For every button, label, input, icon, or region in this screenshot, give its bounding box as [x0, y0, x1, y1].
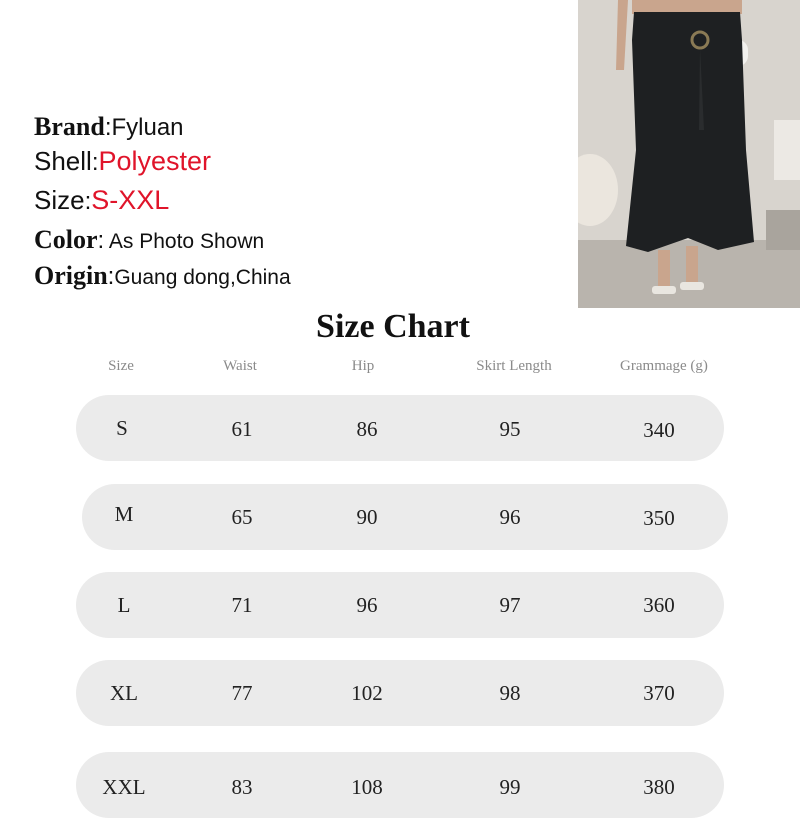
cell-waist: 71 — [231, 593, 253, 617]
spec-label: Color — [34, 225, 98, 254]
table-row — [76, 572, 724, 638]
table-row — [76, 660, 724, 726]
spec-colon: : — [97, 227, 105, 254]
size-chart-title: Size Chart — [316, 308, 470, 345]
spec-label: Origin — [34, 261, 108, 290]
spec-origin — [34, 261, 291, 291]
table-row — [82, 484, 728, 550]
spec-colon: : — [91, 149, 99, 176]
cell-grammage: 370 — [643, 681, 675, 705]
cell-skirt-length: 99 — [499, 775, 521, 799]
spec-colon: : — [104, 114, 112, 141]
spec-label: Shell — [34, 146, 92, 176]
spec-size — [34, 185, 169, 216]
spec-value: Fyluan — [111, 114, 184, 141]
column-header-size: Size — [108, 358, 134, 374]
cell-hip: 108 — [351, 775, 383, 799]
column-header-hip: Hip — [351, 358, 375, 374]
spec-colon: : — [84, 188, 92, 215]
cell-skirt-length: 97 — [499, 593, 521, 617]
cell-grammage: 380 — [643, 775, 675, 799]
cell-waist: 65 — [231, 505, 253, 529]
spec-value: Guang dong,China — [114, 266, 291, 289]
cell-hip: 102 — [351, 681, 383, 705]
cell-size: M — [114, 502, 134, 526]
spec-label: Size — [34, 185, 85, 215]
cell-skirt-length: 95 — [499, 417, 521, 441]
cell-size: XL — [110, 681, 138, 705]
spec-colon: : — [107, 263, 115, 290]
cell-grammage: 340 — [643, 418, 675, 442]
spec-label: Brand — [34, 112, 105, 141]
spec-shell — [34, 146, 211, 177]
table-row — [76, 395, 724, 461]
column-header-skirt-length: Skirt Length — [476, 358, 552, 374]
spec-color — [34, 225, 264, 255]
model-skirt-illustration — [578, 0, 800, 308]
cell-skirt-length: 98 — [499, 681, 521, 705]
cell-waist: 83 — [231, 775, 253, 799]
cell-hip: 86 — [356, 417, 378, 441]
cell-skirt-length: 96 — [499, 505, 521, 529]
cell-waist: 61 — [231, 417, 253, 441]
cell-hip: 90 — [356, 505, 378, 529]
column-header-waist: Waist — [223, 358, 257, 374]
spec-brand — [34, 112, 184, 142]
product-photo — [578, 0, 800, 308]
cell-size: XXL — [102, 775, 146, 799]
spec-value: As Photo Shown — [104, 230, 265, 253]
table-row — [76, 752, 724, 818]
spec-value: Polyester — [98, 146, 212, 176]
cell-hip: 96 — [356, 593, 378, 617]
cell-size: S — [116, 416, 128, 440]
cell-grammage: 360 — [643, 593, 675, 617]
column-header-grammage: Grammage (g) — [620, 358, 708, 374]
spec-value: S-XXL — [91, 185, 170, 215]
cell-grammage: 350 — [643, 506, 675, 530]
cell-waist: 77 — [231, 681, 253, 705]
cell-size: L — [117, 593, 131, 617]
